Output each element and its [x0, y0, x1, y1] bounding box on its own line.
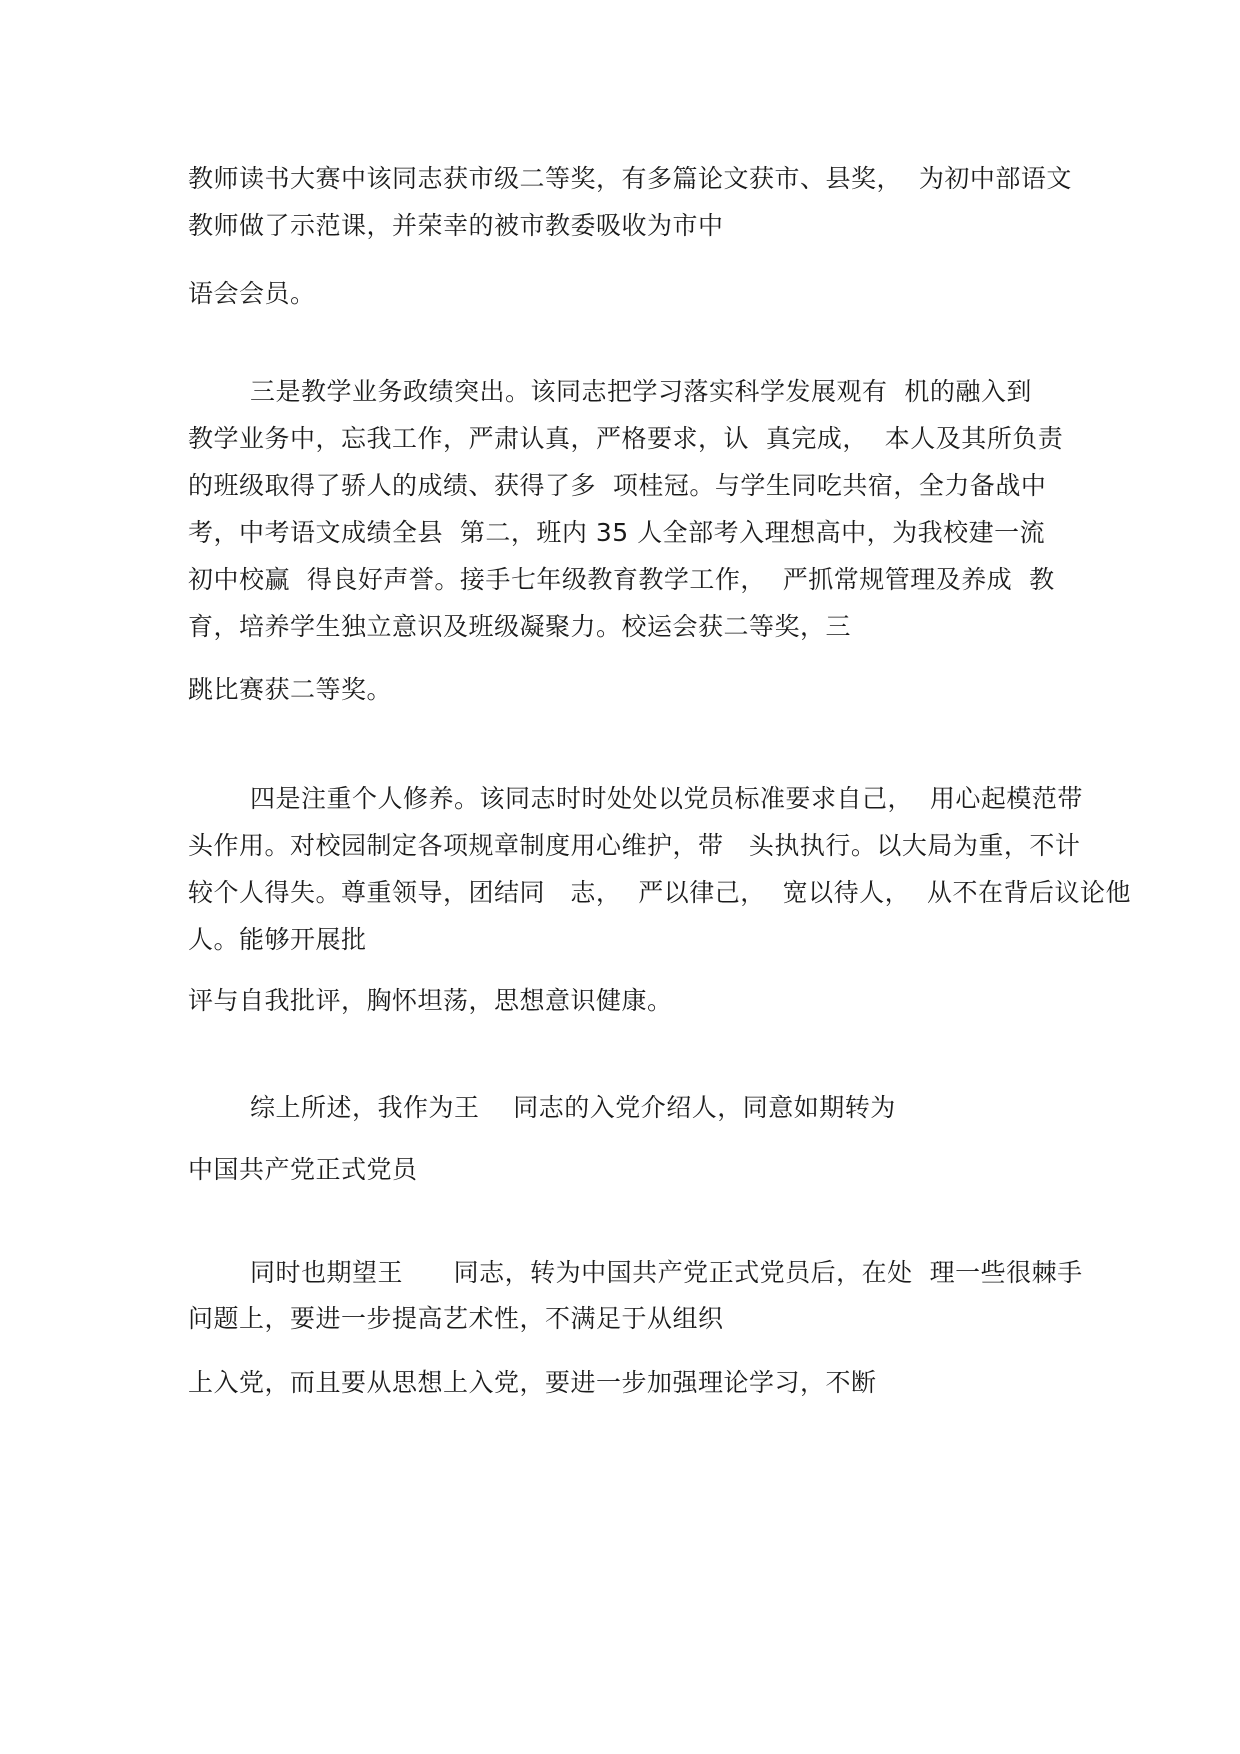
text-line: 教师做了示范课，并荣幸的被市教委吸收为市中 — [188, 211, 724, 240]
text-line: 育，培养学生独立意识及班级凝聚力。校运会获二等奖，三 — [188, 612, 852, 641]
text-line: 头作用。对校园制定各项规章制度用心维护，带 头执执行。以大局为重，不计 — [188, 831, 1081, 860]
text-line: 教师读书大赛中该同志获市级二等奖，有多篇论文获市、县奖， 为初中部语文 — [188, 164, 1072, 193]
text-line: 三是教学业务政绩突出。该同志把学习落实科学发展观有 机的融入到 — [250, 377, 1032, 406]
text-line: 考，中考语文成绩全县 第二，班内 35 人全部考入理想高中，为我校建一流 — [188, 518, 1046, 547]
text-line: 中国共产党正式党员 — [188, 1155, 418, 1184]
text-line: 综上所述，我作为王 同志的入党介绍人，同意如期转为 — [250, 1093, 896, 1122]
text-line: 上入党，而且要从思想上入党，要进一步加强理论学习，不断 — [188, 1368, 877, 1397]
text-line: 四是注重个人修养。该同志时时处处以党员标准要求自己， 用心起模范带 — [250, 784, 1083, 813]
text-line: 评与自我批评，胸怀坦荡，思想意识健康。 — [188, 986, 673, 1015]
text-line: 语会会员。 — [188, 279, 316, 308]
text-line: 跳比赛获二等奖。 — [188, 675, 393, 704]
text-line: 问题上，要进一步提高艺术性，不满足于从组织 — [188, 1304, 724, 1333]
text-line: 的班级取得了骄人的成绩、获得了多 项桂冠。与学生同吃共宿，全力备战中 — [188, 471, 1047, 500]
text-line: 人。能够开展批 — [188, 925, 367, 954]
text-line: 教学业务中，忘我工作，严肃认真，严格要求，认 真完成， 本人及其所负责 — [188, 424, 1064, 453]
text-line: 初中校赢 得良好声誉。接手七年级教育教学工作， 严抓常规管理及养成 教 — [188, 565, 1055, 594]
text-line: 较个人得失。尊重领导，团结同 志， 严以律己， 宽以待人， 从不在背后议论他 — [188, 878, 1132, 907]
text-line: 同时也期望王 同志，转为中国共产党正式党员后，在处 理一些很棘手 — [250, 1258, 1083, 1287]
